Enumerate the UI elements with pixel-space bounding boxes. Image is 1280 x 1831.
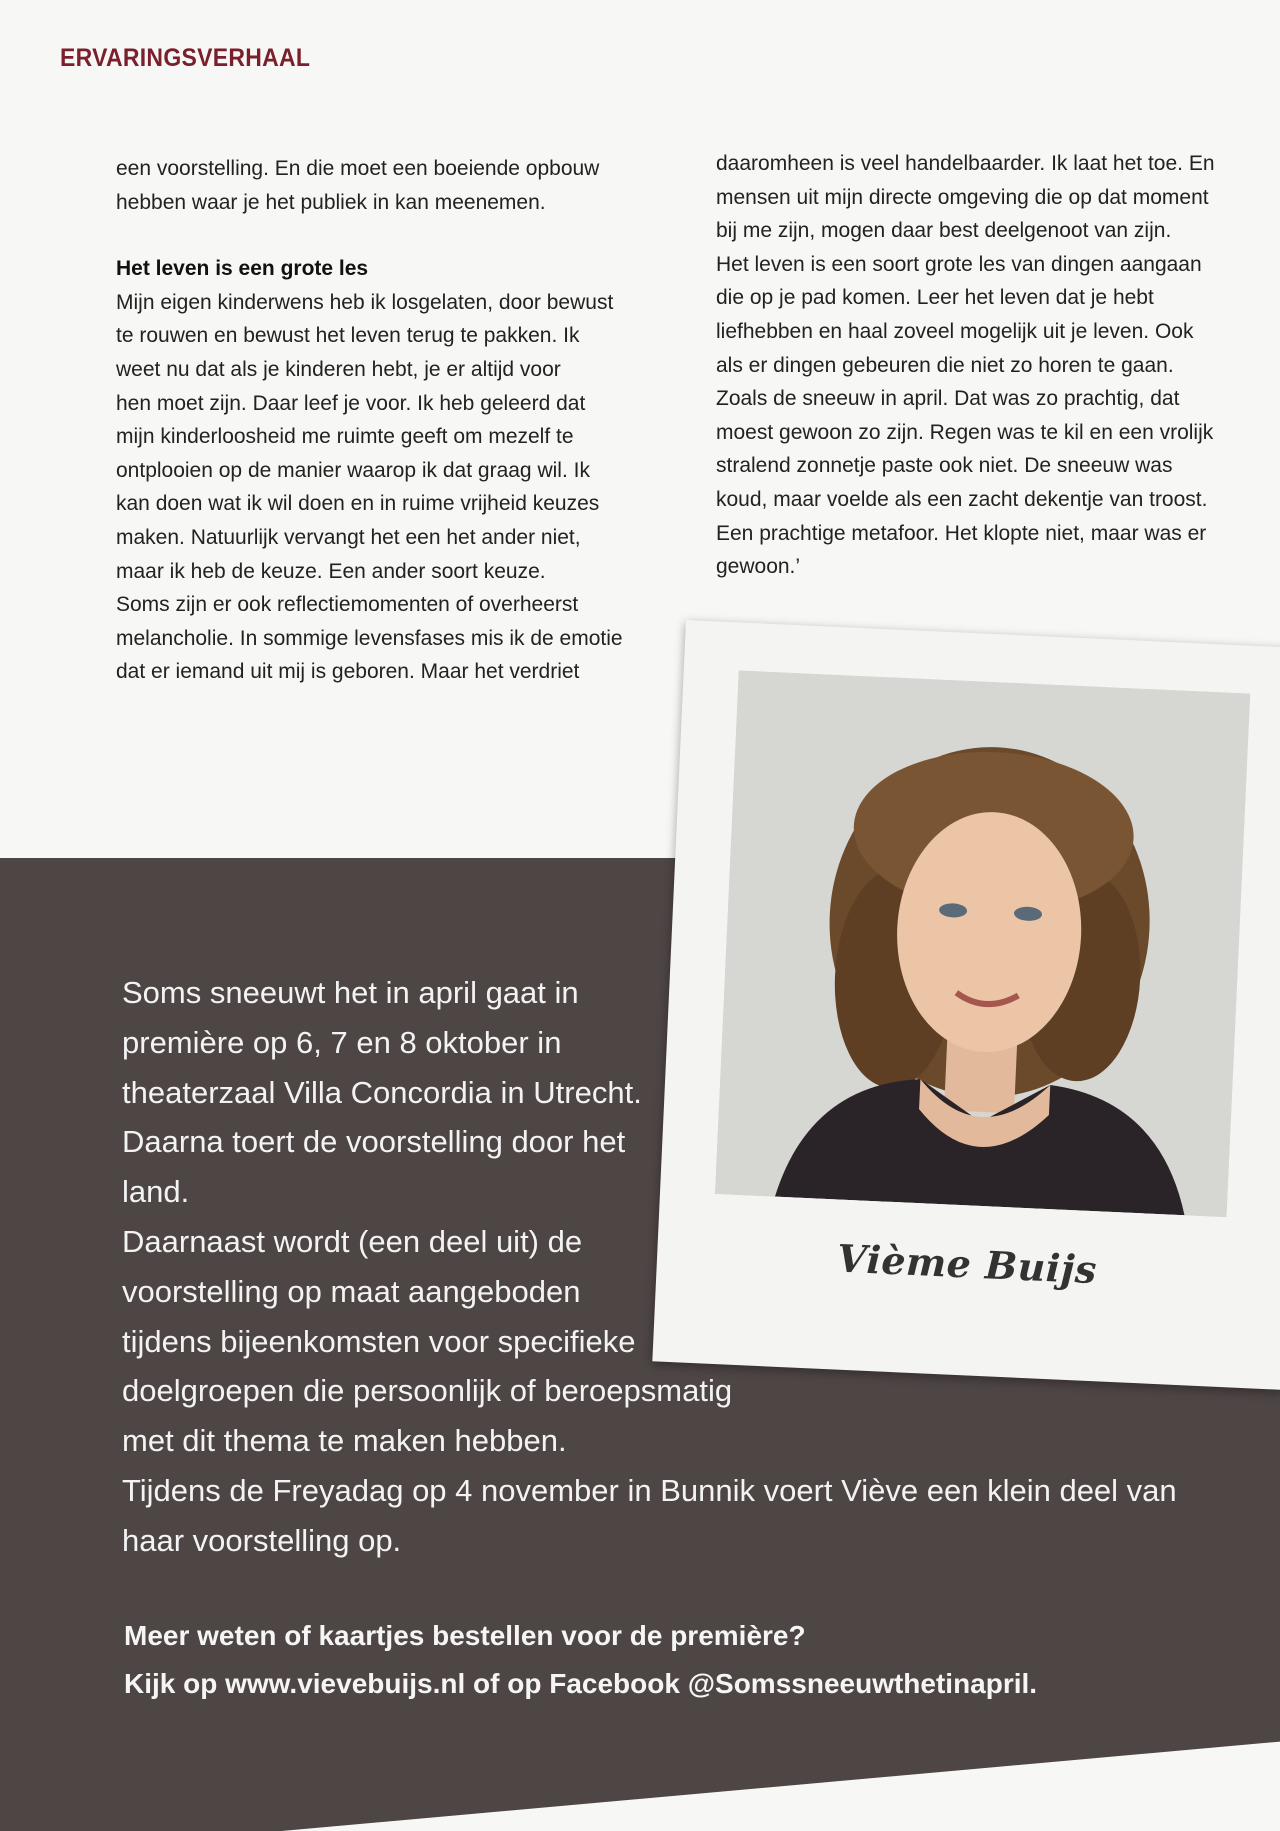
photo-caption: Vième Buijs bbox=[836, 1235, 1098, 1293]
cta-line-1: Meer weten of kaartjes bestellen voor de première? bbox=[124, 1620, 806, 1651]
info-box-body: Soms sneeuwt het in april gaat in première op 6, 7 en 8 oktober in theaterzaal Villa Concordia in Utrecht. Daarna toert de voorstelling door het land. Daarnaast wordt (een deel uit) de voorstelling op maat aangeboden tijdens bijeenkomsten voor specifieke doelgroepen die persoonlijk of beroepsmatig met dit thema te maken hebben. Tijdens de Freyadag op 4 november in Bunnik voert Viève een klein deel van haar voorstelling op. bbox=[122, 975, 1177, 1558]
article-subheading: Het leven is een grote les bbox=[116, 257, 369, 281]
article-body-right: daaromheen is veel handelbaarder. Ik laat het toe. En mensen uit mijn directe omgeving die op dat moment bij me zijn, mogen daar best deelgenoot van zijn. Het leven is een soort grote les van dingen aangaan die op je pad komen. Leer het leven dat je hebt liefhebben en haal zoveel mogelijk uit je leven. Ook als er dingen gebeuren die niet zo horen te gaan. Zoals de sneeuw in april. Dat was zo prachtig, dat moest gewoon zo zijn. Regen was te kil en een vrolijk stralend zonnetje paste ook niet. De sneeuw was koud, maar voelde als een zacht dekentje van troost. Een prachtige metafoor. Het klopte niet, maar was er gewoon.’ bbox=[716, 152, 1215, 579]
info-box-cta bbox=[124, 1612, 1244, 1708]
article-column-left bbox=[116, 152, 706, 689]
article-body-left: Mijn eigen kinderwens heb ik losgelaten, door bewust te rouwen en bewust het leven terug te pakken. Ik weet nu dat als je kinderen hebt, je er altijd voor hen moet zijn. Daar leef je voor. Ik heb geleerd dat mijn kinderloosheid me ruimte geeft om mezelf te ontplooien op de manier waarop ik dat graag wil. Ik kan doen wat ik wil doen en in ruime vrijheid keuzes maken. Natuurlijk vervangt het een het ander niet, maar ik heb de keuze. Een ander soort keuze. Soms zijn er ook reflectiemomenten of overheerst melancholie. In sommige levensfases mis ik de emotie dat er iemand uit mij is geboren. Maar het verdriet bbox=[116, 290, 623, 684]
info-box-text bbox=[122, 968, 1242, 1566]
section-label: ERVARINGSVERHAAL bbox=[60, 44, 311, 72]
article-intro: een voorstelling. En die moet een boeiende opbouw hebben waar je het publiek in kan meenemen. bbox=[116, 157, 600, 214]
article-column-right bbox=[716, 147, 1276, 584]
cta-line-2: Kijk op www.vievebuijs.nl of op Facebook @Somssneeuwthetinapril. bbox=[124, 1668, 1038, 1699]
